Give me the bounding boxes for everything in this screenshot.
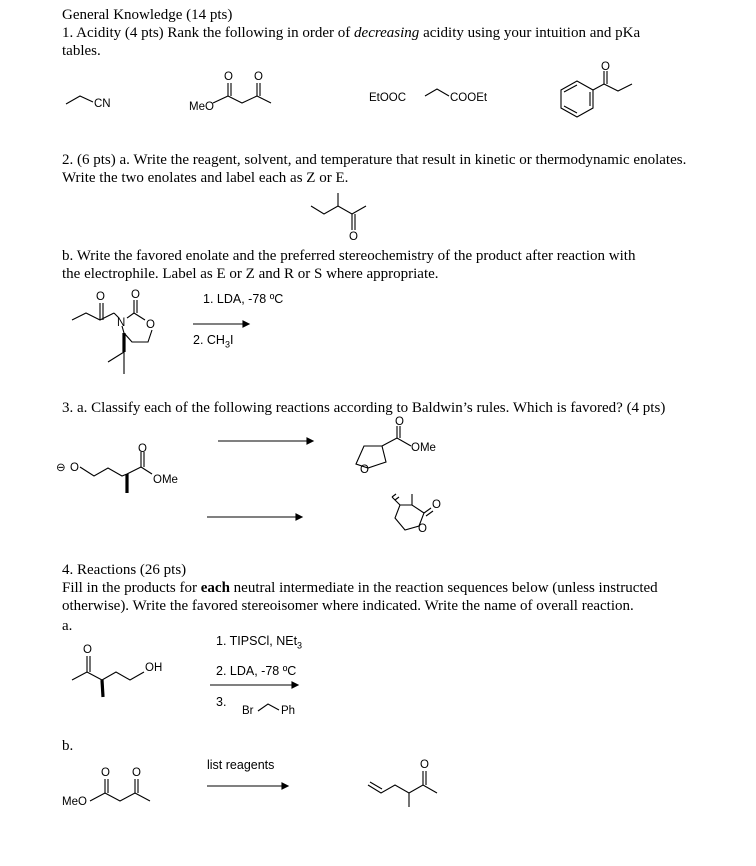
oxygen-label: O xyxy=(132,767,141,779)
part-b-label: b. xyxy=(62,738,74,754)
oxygen-label: O xyxy=(83,644,92,656)
oxygen-label: O xyxy=(360,464,369,476)
oxygen-label: O xyxy=(70,462,79,474)
negative-charge-icon: ⊖ xyxy=(56,462,66,474)
question-3-text: 3. a. Classify each of the following reactions according to Baldwin’s rules. Which is favored? (4 pts) xyxy=(62,400,666,416)
reagent-step-2: 2. $CH_3I$ xyxy=(193,333,234,350)
nitrogen-label: N xyxy=(117,317,126,329)
etooc-label: EtOOC xyxy=(369,92,407,104)
reagent-step-2: 2. LDA, -78 ºC xyxy=(216,664,297,678)
question-1-text: 1. Acidity (4 pts) Rank the following in order of decreasing acidity using your intuition and pKa xyxy=(62,25,641,41)
reagent-step-1: 1. TIPSCl, NEt$_3$ xyxy=(216,634,303,651)
oxygen-label: O xyxy=(395,416,404,428)
oxygen-label: O xyxy=(224,71,233,83)
oxygen-label: O xyxy=(418,523,427,535)
ph-label: Ph xyxy=(281,705,296,717)
oxygen-label: O xyxy=(131,289,140,301)
ome-label: OMe xyxy=(411,442,436,454)
oxygen-label: O xyxy=(254,71,263,83)
ome-label: OMe xyxy=(153,474,178,486)
reagent-step-3: 3. xyxy=(216,695,227,709)
oxygen-label: O xyxy=(349,231,358,243)
meo-label: MeO xyxy=(189,101,214,113)
meo-label: MeO xyxy=(62,796,87,808)
question-2a-text: 2. (6 pts) a. Write the reagent, solvent, and temperature that result in kinetic or thermodynamic enolates. xyxy=(62,152,687,168)
cooet-label: COOEt xyxy=(450,92,488,104)
part-a-label: a. xyxy=(62,618,73,634)
oxygen-label: O xyxy=(101,767,110,779)
cn-label: CN xyxy=(94,98,111,110)
question-4-text: Fill in the products for each neutral intermediate in the reaction sequences below (unless instructed xyxy=(62,580,658,596)
oxygen-label: O xyxy=(96,291,105,303)
question-2a-text-line2: Write the two enolates and label each as Z or E. xyxy=(62,170,349,186)
section-title: General Knowledge (14 pts) xyxy=(62,7,233,23)
question-4-title: 4. Reactions (26 pts) xyxy=(62,562,187,578)
br-label: Br xyxy=(242,705,254,717)
oxygen-label: O xyxy=(601,61,610,73)
oh-label: OH xyxy=(145,662,163,674)
question-2b-text: b. Write the favored enolate and the preferred stereochemistry of the product after reaction with xyxy=(62,248,636,264)
reagent-placeholder: list reagents xyxy=(207,758,275,772)
oxygen-label: O xyxy=(420,759,429,771)
oxygen-label: O xyxy=(432,499,441,511)
question-4-text-line2: otherwise). Write the favored stereoisomer where indicated. Write the name of overall reaction. xyxy=(62,598,634,614)
oxygen-label: O xyxy=(138,443,147,455)
reagent-step-1: 1. LDA, -78 ºC xyxy=(203,292,284,306)
oxygen-label: O xyxy=(146,319,155,331)
question-1-text-line2: tables. xyxy=(62,43,101,59)
question-2b-text-line2: the electrophile. Label as E or Z and R or S where appropriate. xyxy=(62,266,439,282)
